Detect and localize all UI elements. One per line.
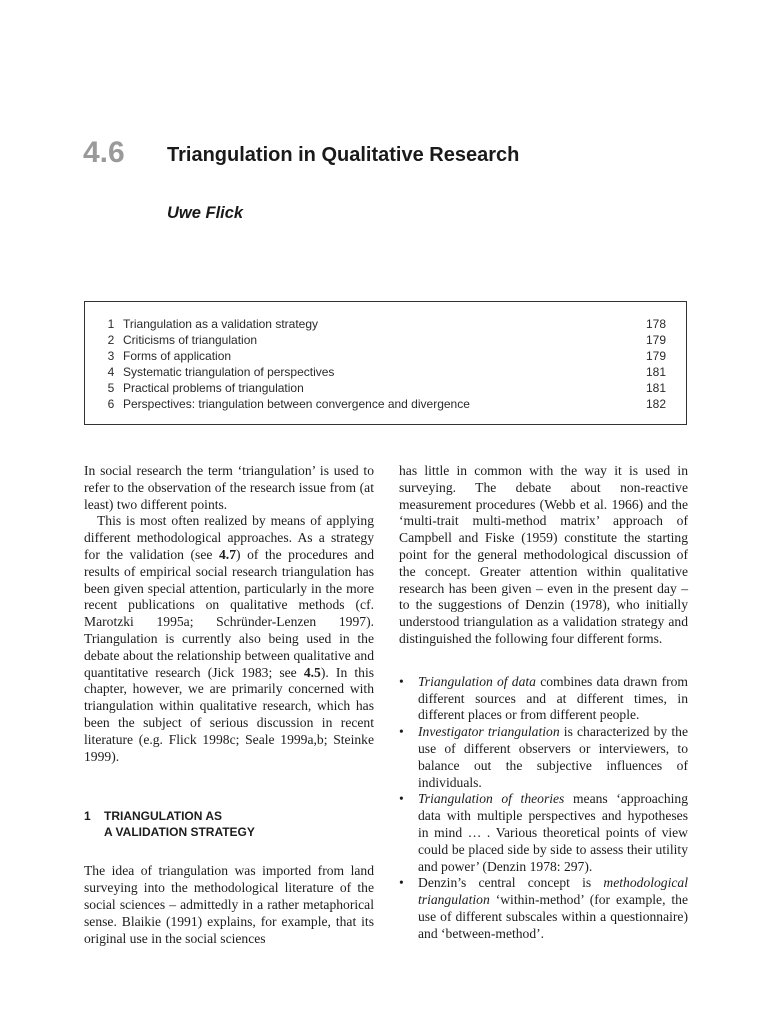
toc-label: Triangulation as a validation strategy <box>123 317 318 331</box>
list-item <box>399 875 688 942</box>
section-title-line: TRIANGULATION AS <box>104 809 222 824</box>
bullet-icon: • <box>399 791 404 807</box>
toc-number: 5 <box>107 381 115 395</box>
text-run: ‘within-method’ (for example, the use of different subscales within a questionnaire) and ‘between-method’. <box>418 892 688 941</box>
section-heading <box>84 808 374 840</box>
chapter-title: Triangulation in Qualitative Research <box>167 144 520 166</box>
toc-label: Perspectives: triangulation between convergence and divergence <box>123 397 470 411</box>
toc-label: Forms of application <box>123 349 232 363</box>
toc-page: 181 <box>645 365 666 379</box>
toc-label: Criticisms of triangulation <box>123 333 258 347</box>
toc-number: 4 <box>107 365 115 379</box>
paragraph: The idea of triangulation was imported from land surveying into the methodological literature of the social sciences – admittedly in a rather metaphorical sense. Blaikie (1991) explains, for example, that its original use in the social sciences <box>84 863 374 946</box>
toc-label: Systematic triangulation of perspectives <box>123 365 335 379</box>
list-item <box>399 724 688 791</box>
text-run: combines data drawn from different sources and at different times, in different places or from different people. <box>418 673 689 723</box>
text-run: ). In this chapter, however, we are primarily concerned with triangulation within qualitative research, which has been the subject of serious discussion in recent literature (e.g. Flick 1998c; Seale 1999a,b; Steinke 1999). <box>84 664 375 764</box>
paragraph: has little in common with the way it is used in surveying. The debate about non-reactive measurement procedures (Webb et al. 1966) and the ‘multi-trait multi-method matrix’ approach of Campbell and Fiske (1959) constitute the starting point for the general methodological discussion of the concept. Greater attention within qualitative research has been given – even in the present day – to the suggestions of Denzin (1978), who initially understood triangulation as a validation strategy and distinguished the following four different forms. <box>399 463 688 646</box>
cross-reference[interactable]: 4.7 <box>219 546 236 562</box>
term: Investigator triangulation <box>418 724 560 740</box>
text-run: means ‘approaching data with multiple perspectives and hypotheses in mind … . Various theoretical points of view could be placed side by side to assess their utility and power’ (Denzin 1978: 297). <box>418 791 688 874</box>
toc-page: 179 <box>645 349 666 363</box>
bullet-icon: • <box>399 875 404 891</box>
term: Triangulation of theories <box>418 791 565 807</box>
toc-number: 2 <box>107 333 115 347</box>
paragraph: In social research the term ‘triangulation’ is used to refer to the observation of the research issue from (at least) two different points. <box>84 463 374 512</box>
toc-row[interactable] <box>99 380 666 396</box>
table-of-contents <box>84 301 687 425</box>
bullet-list <box>399 674 688 943</box>
cross-reference[interactable]: 4.5 <box>303 664 321 680</box>
chapter-number: 4.6 <box>83 136 125 169</box>
list-item <box>399 674 688 724</box>
text-run: ) of the procedures and results of empirical social research triangulation has been given special attention, particularly in the more recent publications on qualitative methods (cf. Marotzki 1995a; Schründer-Lenzen 1997). Triangulation is currently also being used in the debate about the relationship between qualitative and quantitative research (Jick 1983; see <box>84 546 374 680</box>
text-run: Denzin’s central concept is <box>418 875 604 891</box>
right-column <box>399 463 688 943</box>
paragraph <box>84 513 374 765</box>
toc-row[interactable] <box>99 396 666 412</box>
toc-number: 6 <box>107 397 115 411</box>
toc-number: 1 <box>107 317 115 331</box>
section-title-line: A VALIDATION STRATEGY <box>104 825 255 840</box>
toc-page: 179 <box>645 333 666 347</box>
list-item <box>399 791 688 875</box>
toc-row[interactable] <box>99 332 666 348</box>
toc-page: 181 <box>645 381 666 395</box>
text-run: is characterized by the use of different observers or interviewers, to balance out the subjective influences of individuals. <box>418 724 688 790</box>
section-number: 1 <box>84 809 91 824</box>
toc-row[interactable] <box>99 364 666 380</box>
toc-page: 182 <box>645 397 666 411</box>
author-name: Uwe Flick <box>167 204 244 222</box>
left-column <box>84 463 374 947</box>
toc-number: 3 <box>107 349 115 363</box>
term: Triangulation of data <box>418 673 536 689</box>
bullet-icon: • <box>399 724 404 740</box>
toc-label: Practical problems of triangulation <box>123 381 304 395</box>
toc-row[interactable] <box>99 348 666 364</box>
text-run: This is most often realized by means of applying different methodological approaches. As a strategy for the validation (see <box>84 513 374 562</box>
term: methodological triangulation <box>418 875 688 908</box>
toc-page: 178 <box>645 317 666 331</box>
bullet-icon: • <box>399 673 404 689</box>
toc-row[interactable] <box>99 316 666 332</box>
